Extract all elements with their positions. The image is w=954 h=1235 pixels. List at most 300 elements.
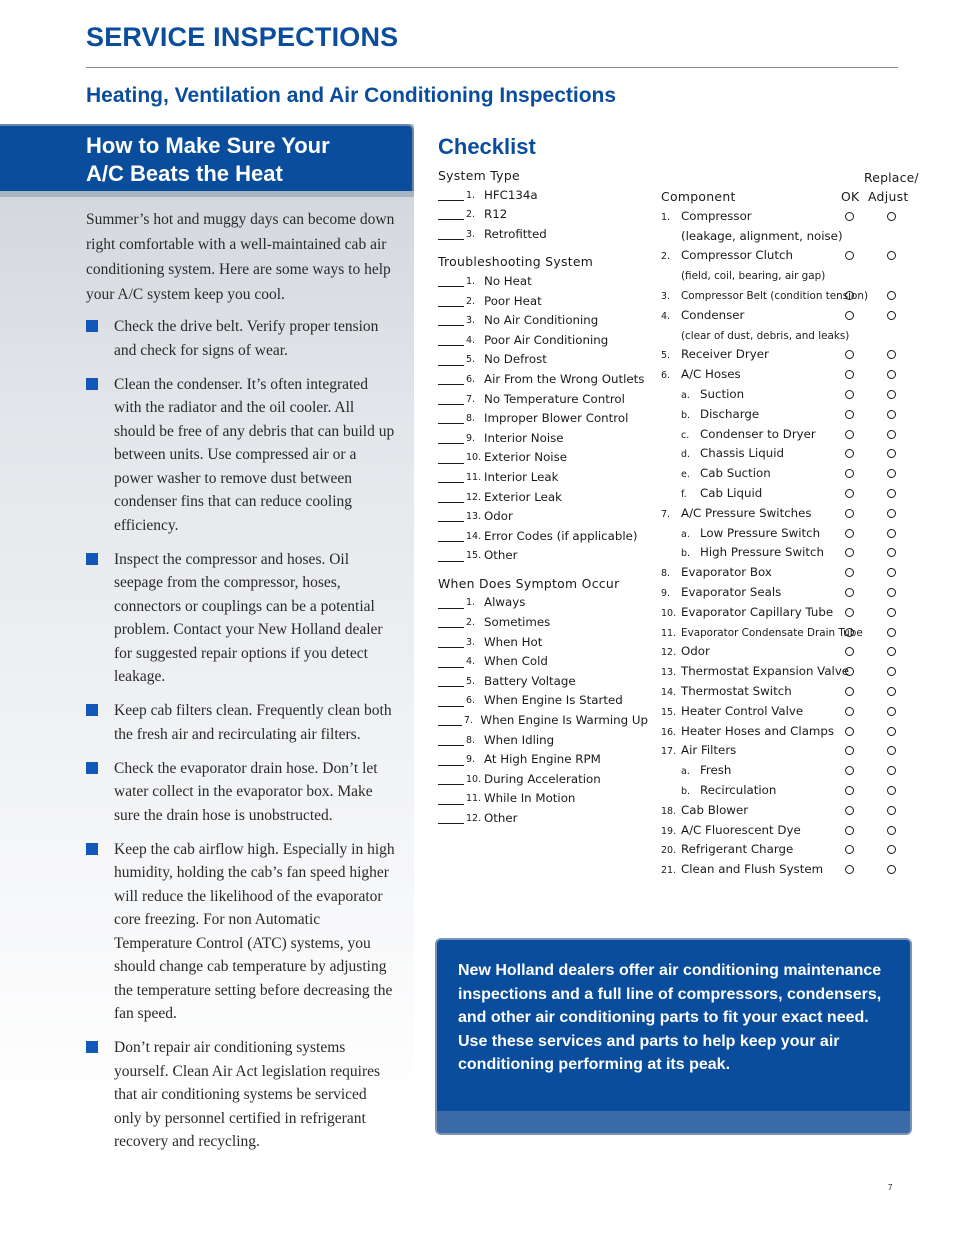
adjust-checkbox-circle[interactable] xyxy=(887,548,896,557)
fill-in-blank[interactable] xyxy=(438,637,464,648)
item-label: Poor Air Conditioning xyxy=(484,332,609,347)
symptom-item xyxy=(438,691,648,711)
ok-checkbox-circle[interactable] xyxy=(845,588,854,597)
tip-item xyxy=(86,757,396,828)
ok-checkbox-circle[interactable] xyxy=(845,727,854,736)
symptom-item xyxy=(438,731,648,751)
component-number: 2. xyxy=(661,251,671,263)
system-type-item xyxy=(438,186,648,206)
adjust-checkbox-circle[interactable] xyxy=(887,390,896,399)
ok-checkbox-circle[interactable] xyxy=(845,291,854,300)
tip-item xyxy=(86,1036,396,1154)
adjust-checkbox-circle[interactable] xyxy=(887,449,896,458)
component-number: 6. xyxy=(661,370,671,382)
ok-checkbox-circle[interactable] xyxy=(845,568,854,577)
symptom-item xyxy=(438,809,648,829)
component-number: b. xyxy=(681,548,691,560)
component-row xyxy=(661,662,921,682)
component-number: 18. xyxy=(661,805,677,817)
component-note xyxy=(661,227,921,247)
component-number: 21. xyxy=(661,865,677,877)
adjust-checkbox-circle[interactable] xyxy=(887,568,896,577)
component-row xyxy=(661,365,921,385)
item-number: 14. xyxy=(466,530,482,542)
item-number: 2. xyxy=(466,295,476,307)
ok-checkbox-circle[interactable] xyxy=(845,845,854,854)
adjust-checkbox-circle[interactable] xyxy=(887,311,896,320)
component-row xyxy=(661,623,921,643)
ok-heading: OK xyxy=(841,189,860,204)
replace-header: Replace/ xyxy=(864,170,919,185)
fill-in-blank[interactable] xyxy=(438,492,464,503)
square-bullet-icon xyxy=(86,320,98,332)
page-number: 7 xyxy=(888,1183,893,1192)
component-number: a. xyxy=(681,766,690,778)
troubleshooting-item xyxy=(438,468,648,488)
component-row xyxy=(661,642,921,662)
component-number: 14. xyxy=(661,686,677,698)
tip-text: Keep the cab airflow high. Especially in high humidity, holding the cab’s fan speed higher will reduce the likelihood of the evaporator core freezing. For non Automatic Temperature Control (ATC) systems, you should change cab temperature by adjusting the temperature setting before decreasing the fan speed. xyxy=(114,840,395,1022)
symptom-item xyxy=(438,672,648,692)
component-label: Condenser to Dryer xyxy=(700,426,816,441)
square-bullet-icon xyxy=(86,1041,98,1053)
ok-checkbox-circle[interactable] xyxy=(845,687,854,696)
component-row xyxy=(661,840,921,860)
callout-band xyxy=(437,1111,910,1133)
item-label: At High Engine RPM xyxy=(484,752,601,767)
component-row xyxy=(661,385,921,405)
component-row xyxy=(661,464,921,484)
item-label: Battery Voltage xyxy=(484,673,576,688)
component-label: Evaporator Box xyxy=(681,565,772,580)
item-number: 2. xyxy=(466,617,476,629)
component-label: Heater Hoses and Clamps xyxy=(681,723,835,738)
fill-in-blank[interactable] xyxy=(438,355,464,366)
component-header xyxy=(661,187,921,207)
adjust-checkbox-circle[interactable] xyxy=(887,687,896,696)
component-label: Refrigerant Charge xyxy=(681,842,794,857)
component-row xyxy=(661,563,921,583)
component-number: 17. xyxy=(661,746,677,758)
ok-checkbox-circle[interactable] xyxy=(845,489,854,498)
system-type-item xyxy=(438,205,648,225)
item-number: 1. xyxy=(466,275,476,287)
item-number: 11. xyxy=(466,793,482,805)
component-label: Low Pressure Switch xyxy=(700,525,821,540)
adjust-checkbox-circle[interactable] xyxy=(887,430,896,439)
item-label: Other xyxy=(484,548,518,563)
component-number: d. xyxy=(681,449,691,461)
ok-checkbox-circle[interactable] xyxy=(845,826,854,835)
item-number: 7. xyxy=(463,715,473,727)
item-number: 6. xyxy=(466,373,476,385)
item-label: No Air Conditioning xyxy=(484,313,599,328)
fill-in-blank[interactable] xyxy=(438,774,464,785)
component-label: Receiver Dryer xyxy=(681,347,769,362)
item-number: 1. xyxy=(466,189,476,201)
tip-item xyxy=(86,699,396,746)
symptom-item xyxy=(438,711,648,731)
tip-item xyxy=(86,548,396,689)
ok-checkbox-circle[interactable] xyxy=(845,707,854,716)
component-row xyxy=(661,484,921,504)
component-row xyxy=(661,425,921,445)
tip-text: Keep cab filters clean. Frequently clean both the fresh air and recirculating air filters. xyxy=(114,702,392,743)
component-label: Odor xyxy=(681,644,710,659)
fill-in-blank[interactable] xyxy=(438,715,462,726)
item-number: 10. xyxy=(466,452,482,464)
adjust-checkbox-circle[interactable] xyxy=(887,707,896,716)
component-label: Thermostat Switch xyxy=(681,683,792,698)
component-label: (field, coil, bearing, air gap) xyxy=(681,270,826,283)
item-number: 12. xyxy=(466,491,482,503)
ok-checkbox-circle[interactable] xyxy=(845,529,854,538)
callout-text: New Holland dealers offer air conditioning maintenance inspections and a full line of compressors, condensers, and other air conditioning parts to fit your exact need. Use these services and parts to help keep your air conditioning performing at its peak. xyxy=(458,962,882,1073)
component-label: (leakage, alignment, noise) xyxy=(681,228,843,243)
component-row xyxy=(661,306,921,326)
component-label: Discharge xyxy=(700,406,760,421)
adjust-checkbox-circle[interactable] xyxy=(887,628,896,637)
item-label: While In Motion xyxy=(484,791,576,806)
component-number: 20. xyxy=(661,845,677,857)
ok-checkbox-circle[interactable] xyxy=(845,410,854,419)
item-number: 8. xyxy=(466,413,476,425)
component-row xyxy=(661,207,921,227)
item-label: When Idling xyxy=(484,732,555,747)
tips-list xyxy=(86,315,396,1164)
component-number: 15. xyxy=(661,706,677,718)
title-divider xyxy=(86,67,898,68)
item-number: 5. xyxy=(466,675,476,687)
component-label: Fresh xyxy=(700,763,732,778)
troubleshooting-item xyxy=(438,350,648,370)
item-number: 12. xyxy=(466,813,482,824)
fill-in-blank[interactable] xyxy=(438,209,464,220)
component-note xyxy=(661,326,921,346)
component-label: (clear of dust, debris, and leaks) xyxy=(681,329,850,342)
component-label: Chassis Liquid xyxy=(700,446,784,461)
adjust-checkbox-circle[interactable] xyxy=(887,826,896,835)
sidebar-title xyxy=(86,132,386,188)
adjust-checkbox-circle[interactable] xyxy=(887,251,896,260)
sidebar-title-line2: A/C Beats the Heat xyxy=(86,161,283,186)
fill-in-blank[interactable] xyxy=(438,657,464,668)
component-row xyxy=(661,583,921,603)
ok-checkbox-circle[interactable] xyxy=(845,608,854,617)
component-label: A/C Hoses xyxy=(681,367,741,382)
fill-in-blank[interactable] xyxy=(438,735,464,746)
adjust-checkbox-circle[interactable] xyxy=(887,608,896,617)
ok-checkbox-circle[interactable] xyxy=(845,509,854,518)
component-number: 5. xyxy=(661,350,671,362)
adjust-checkbox-circle[interactable] xyxy=(887,766,896,775)
component-row xyxy=(661,702,921,722)
troubleshooting-item xyxy=(438,292,648,312)
item-number: 4. xyxy=(466,334,476,346)
item-label: Air From the Wrong Outlets xyxy=(484,371,645,386)
item-label: Interior Noise xyxy=(484,430,564,445)
component-label: High Pressure Switch xyxy=(700,545,824,560)
item-number: 3. xyxy=(466,315,476,327)
component-number: 11. xyxy=(661,627,677,639)
ok-checkbox-circle[interactable] xyxy=(845,430,854,439)
troubleshooting-item xyxy=(438,390,648,410)
item-label: No Temperature Control xyxy=(484,391,625,406)
fill-in-blank[interactable] xyxy=(438,394,464,405)
component-checklist xyxy=(661,187,921,880)
component-number: c. xyxy=(681,429,690,441)
fill-in-blank[interactable] xyxy=(438,276,464,287)
ok-checkbox-circle[interactable] xyxy=(845,251,854,260)
troubleshooting-heading: Troubleshooting System xyxy=(438,254,594,270)
ok-checkbox-circle[interactable] xyxy=(845,350,854,359)
square-bullet-icon xyxy=(86,553,98,565)
troubleshooting-item xyxy=(438,370,648,390)
tip-text: Clean the condenser. It’s often integrated with the radiator and the oil cooler. All should be free of any debris that can build up between units. Use compressed air or a power washer to remove dust between condenser fins that can reduce cooling efficiency. xyxy=(114,375,395,534)
component-row xyxy=(661,504,921,524)
component-row xyxy=(661,682,921,702)
component-row xyxy=(661,761,921,781)
symptom-item xyxy=(438,770,648,790)
ok-checkbox-circle[interactable] xyxy=(845,786,854,795)
adjust-checkbox-circle[interactable] xyxy=(887,489,896,498)
component-label: Evaporator Condensate Drain Tube xyxy=(681,626,863,639)
item-number: 9. xyxy=(466,754,476,766)
tip-text: Don’t repair air conditioning systems yourself. Clean Air Act legislation requires that air conditioning systems be serviced only by personnel certified in refrigerant recovery and recycling. xyxy=(114,1039,381,1150)
component-row xyxy=(661,603,921,623)
system-type-item xyxy=(438,225,648,245)
component-label: Compressor Clutch xyxy=(681,248,793,263)
fill-in-blank[interactable] xyxy=(438,755,464,766)
item-number: 5. xyxy=(466,354,476,366)
component-number: f. xyxy=(681,488,687,500)
adjust-checkbox-circle[interactable] xyxy=(887,291,896,300)
ok-checkbox-circle[interactable] xyxy=(845,806,854,815)
sidebar-title-line1: How to Make Sure Your xyxy=(86,133,330,158)
component-heading: Component xyxy=(661,189,736,204)
item-label: Poor Heat xyxy=(484,293,542,308)
component-number: 12. xyxy=(661,647,677,659)
component-row xyxy=(661,722,921,742)
fill-in-blank[interactable] xyxy=(438,696,464,707)
item-number: 2. xyxy=(466,209,476,221)
adjust-checkbox-circle[interactable] xyxy=(887,806,896,815)
item-label: Sometimes xyxy=(484,615,551,630)
item-label: No Defrost xyxy=(484,352,547,367)
component-label: Cab Suction xyxy=(700,466,771,481)
troubleshooting-item xyxy=(438,488,648,508)
component-number: 4. xyxy=(661,310,671,322)
symptom-item xyxy=(438,613,648,633)
symptom-item xyxy=(438,750,648,770)
component-number: 9. xyxy=(661,587,671,599)
fill-in-blank[interactable] xyxy=(438,335,464,346)
component-row xyxy=(661,860,921,880)
fill-in-blank[interactable] xyxy=(438,598,464,609)
component-number: 1. xyxy=(661,211,671,223)
troubleshooting-item xyxy=(438,272,648,292)
component-label: Clean and Flush System xyxy=(681,862,824,877)
component-row xyxy=(661,444,921,464)
square-bullet-icon xyxy=(86,762,98,774)
component-row xyxy=(661,543,921,563)
ok-checkbox-circle[interactable] xyxy=(845,469,854,478)
sidebar-header xyxy=(0,124,414,191)
fill-in-blank[interactable] xyxy=(438,229,464,240)
symptom-item xyxy=(438,652,648,672)
adjust-checkbox-circle[interactable] xyxy=(887,647,896,656)
tip-item xyxy=(86,838,396,1026)
item-number: 1. xyxy=(466,597,476,609)
troubleshooting-item xyxy=(438,527,648,547)
fill-in-blank[interactable] xyxy=(438,190,464,201)
component-label: Recirculation xyxy=(700,782,777,797)
adjust-checkbox-circle[interactable] xyxy=(887,350,896,359)
adjust-checkbox-circle[interactable] xyxy=(887,667,896,676)
ok-checkbox-circle[interactable] xyxy=(845,667,854,676)
component-number: 13. xyxy=(661,667,677,679)
item-label: R12 xyxy=(484,207,508,222)
adjust-checkbox-circle[interactable] xyxy=(887,469,896,478)
component-label: Condenser xyxy=(681,307,745,322)
adjust-checkbox-circle[interactable] xyxy=(887,509,896,518)
item-label: Improper Blower Control xyxy=(484,411,629,426)
ok-checkbox-circle[interactable] xyxy=(845,865,854,874)
ok-checkbox-circle[interactable] xyxy=(845,746,854,755)
component-label: Evaporator Capillary Tube xyxy=(681,604,834,619)
component-row xyxy=(661,821,921,841)
fill-in-blank[interactable] xyxy=(438,296,464,307)
square-bullet-icon xyxy=(86,378,98,390)
item-number: 6. xyxy=(466,695,476,707)
adjust-checkbox-circle[interactable] xyxy=(887,845,896,854)
adjust-checkbox-circle[interactable] xyxy=(887,865,896,874)
item-label: HFC134a xyxy=(484,187,538,202)
component-label: A/C Fluorescent Dye xyxy=(681,822,801,837)
ok-checkbox-circle[interactable] xyxy=(845,370,854,379)
fill-in-blank[interactable] xyxy=(438,453,464,464)
component-row xyxy=(661,246,921,266)
adjust-checkbox-circle[interactable] xyxy=(887,529,896,538)
fill-in-blank[interactable] xyxy=(438,315,464,326)
adjust-checkbox-circle[interactable] xyxy=(887,746,896,755)
component-label: Heater Control Valve xyxy=(681,703,804,718)
symptom-item xyxy=(438,789,648,809)
adjust-checkbox-circle[interactable] xyxy=(887,727,896,736)
fill-in-blank[interactable] xyxy=(438,794,464,805)
fill-in-blank[interactable] xyxy=(438,551,464,562)
ok-checkbox-circle[interactable] xyxy=(845,390,854,399)
item-label: No Heat xyxy=(484,273,532,288)
fill-in-blank[interactable] xyxy=(438,472,464,483)
symptom-heading: When Does Symptom Occur xyxy=(438,575,620,591)
troubleshooting-item xyxy=(438,311,648,331)
fill-in-blank[interactable] xyxy=(438,511,464,522)
component-row xyxy=(661,801,921,821)
fill-in-blank[interactable] xyxy=(438,813,464,824)
component-number: 19. xyxy=(661,825,677,837)
item-label: When Engine Is Warming Up xyxy=(480,713,648,728)
fill-in-blank[interactable] xyxy=(438,413,464,424)
system-type-heading: System Type xyxy=(438,168,520,183)
adjust-checkbox-circle[interactable] xyxy=(887,786,896,795)
component-row xyxy=(661,741,921,761)
ok-checkbox-circle[interactable] xyxy=(845,548,854,557)
page-title: SERVICE INSPECTIONS xyxy=(86,22,399,52)
ok-checkbox-circle[interactable] xyxy=(845,766,854,775)
item-label: Other xyxy=(484,811,518,825)
troubleshooting-item xyxy=(438,429,648,449)
tip-text: Inspect the compressor and hoses. Oil seepage from the compressor, hoses, connectors or couplings can be a potential problem. Contact your New Holland dealer for suggested repair options if you detect leakage. xyxy=(114,550,383,685)
ok-checkbox-circle[interactable] xyxy=(845,311,854,320)
component-label: Suction xyxy=(700,386,745,401)
tip-item xyxy=(86,373,396,538)
component-number: b. xyxy=(681,409,691,421)
adjust-checkbox-circle[interactable] xyxy=(887,212,896,221)
fill-in-blank[interactable] xyxy=(438,531,464,542)
item-label: Odor xyxy=(484,509,513,524)
item-label: Always xyxy=(484,595,526,610)
fill-in-blank[interactable] xyxy=(438,374,464,385)
component-label: Cab Blower xyxy=(681,802,749,817)
component-note xyxy=(661,266,921,286)
component-row xyxy=(661,345,921,365)
checklist-title: Checklist xyxy=(438,134,536,159)
item-number: 3. xyxy=(466,636,476,648)
troubleshooting-item xyxy=(438,331,648,351)
adjust-checkbox-circle[interactable] xyxy=(887,410,896,419)
item-number: 7. xyxy=(466,393,476,405)
dealer-callout xyxy=(435,938,912,1135)
checklist-left-column xyxy=(438,166,648,837)
item-label: During Acceleration xyxy=(484,771,601,786)
tip-item xyxy=(86,315,396,362)
tips-sidebar xyxy=(0,124,414,1150)
component-number: 3. xyxy=(661,290,671,302)
sidebar-header-shadow xyxy=(0,191,414,197)
ok-checkbox-circle[interactable] xyxy=(845,212,854,221)
item-number: 15. xyxy=(466,550,482,562)
ok-checkbox-circle[interactable] xyxy=(845,449,854,458)
item-number: 13. xyxy=(466,511,482,523)
troubleshooting-item xyxy=(438,546,648,566)
component-number: a. xyxy=(681,528,690,540)
symptom-item xyxy=(438,593,648,613)
component-label: Air Filters xyxy=(681,743,737,758)
component-label: Evaporator Seals xyxy=(681,584,782,599)
item-number: 3. xyxy=(466,228,476,240)
component-row xyxy=(661,524,921,544)
component-label: Compressor xyxy=(681,208,752,223)
adjust-checkbox-circle[interactable] xyxy=(887,588,896,597)
item-label: Exterior Leak xyxy=(484,489,562,504)
component-number: e. xyxy=(681,469,690,481)
item-number: 10. xyxy=(466,773,482,785)
fill-in-blank[interactable] xyxy=(438,433,464,444)
square-bullet-icon xyxy=(86,704,98,716)
ok-checkbox-circle[interactable] xyxy=(845,628,854,637)
ok-checkbox-circle[interactable] xyxy=(845,647,854,656)
troubleshooting-item xyxy=(438,448,648,468)
item-label: When Hot xyxy=(484,634,543,649)
fill-in-blank[interactable] xyxy=(438,617,464,628)
adjust-checkbox-circle[interactable] xyxy=(887,370,896,379)
component-label: Compressor Belt (condition tension) xyxy=(681,289,869,302)
fill-in-blank[interactable] xyxy=(438,676,464,687)
component-row xyxy=(661,286,921,306)
component-number: a. xyxy=(681,389,690,401)
component-row xyxy=(661,781,921,801)
